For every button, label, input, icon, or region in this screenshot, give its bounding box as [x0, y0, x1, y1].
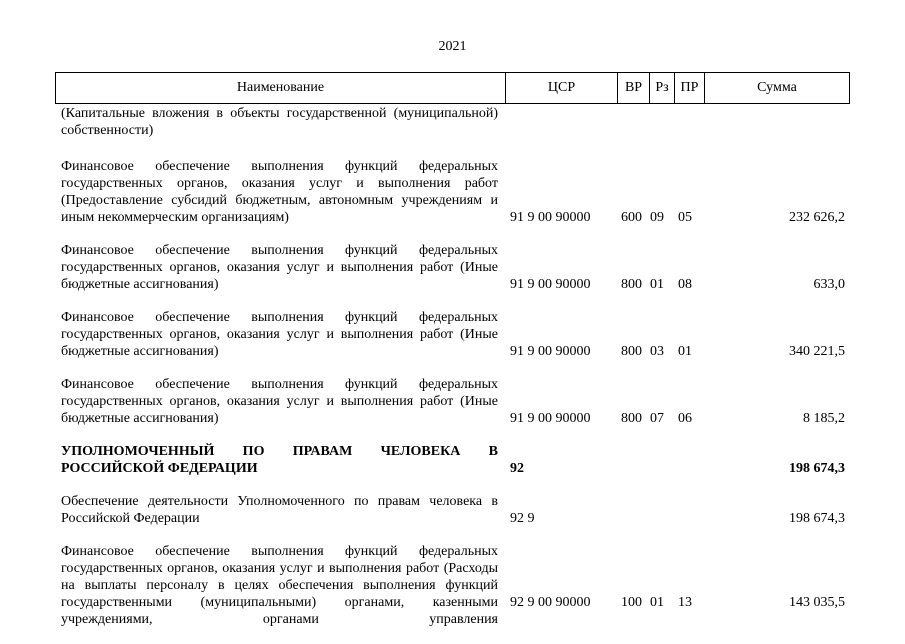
- row-name: Финансовое обеспечение выполнения функций федеральных государственных органов, оказания услуг и выполнения работ (Предоставление субсидий бюджетным, автономным учреждениям и иным некоммерческим организациям): [61, 159, 498, 225]
- row-sum: 8 185,2: [803, 411, 845, 426]
- row-pr: 05: [678, 210, 692, 225]
- header-vr: ВР: [618, 73, 650, 103]
- row-name: Финансовое обеспечение выполнения функций федеральных государственных органов, оказания услуг и выполнения работ (Иные бюджетные ассигнования): [61, 377, 498, 426]
- row-sum: 232 626,2: [789, 210, 845, 225]
- header-rz: Рз: [650, 73, 675, 103]
- table-row: [55, 158, 850, 226]
- header-csr: ЦСР: [506, 73, 618, 103]
- row-vr: 800: [621, 411, 642, 426]
- row-csr: 92: [510, 461, 524, 476]
- row-pr: 13: [678, 595, 692, 610]
- table-row: [55, 376, 850, 427]
- row-vr: 800: [621, 277, 642, 292]
- row-name: Финансовое обеспечение выполнения функций федеральных государственных органов, оказания услуг и выполнения работ (Расходы на выплаты персоналу в целях обеспечения выполнения функций государственными (муниципальными) органами, казенными учреждениями, органами управления: [61, 544, 498, 627]
- row-name: (Капитальные вложения в объекты государственной (муниципальной) собственности): [61, 106, 498, 138]
- row-csr: 92 9 00 90000: [510, 595, 591, 610]
- row-csr: 91 9 00 90000: [510, 411, 591, 426]
- table-row: [55, 543, 850, 628]
- table-body: [55, 104, 850, 644]
- row-name: Обеспечение деятельности Уполномоченного по правам человека в Российской Федерации: [61, 494, 498, 526]
- row-csr: 92 9: [510, 511, 535, 526]
- row-rz: 01: [650, 277, 664, 292]
- row-rz: 01: [650, 595, 664, 610]
- row-name: УПОЛНОМОЧЕННЫЙ ПО ПРАВАМ ЧЕЛОВЕКА В РОССИЙСКОЙ ФЕДЕРАЦИИ: [61, 444, 498, 476]
- row-csr: 91 9 00 90000: [510, 344, 591, 359]
- table-row: [55, 242, 850, 293]
- row-csr: 91 9 00 90000: [510, 210, 591, 225]
- row-csr: 91 9 00 90000: [510, 277, 591, 292]
- row-pr: 01: [678, 344, 692, 359]
- row-sum: 633,0: [813, 277, 845, 292]
- row-vr: 800: [621, 344, 642, 359]
- row-vr: 100: [621, 595, 642, 610]
- table-row: [55, 443, 850, 477]
- row-name: Финансовое обеспечение выполнения функций федеральных государственных органов, оказания услуг и выполнения работ (Иные бюджетные ассигнования): [61, 310, 498, 359]
- row-vr: 600: [621, 210, 642, 225]
- table-row: [55, 309, 850, 360]
- row-sum: 198 674,3: [789, 511, 845, 526]
- row-rz: 09: [650, 210, 664, 225]
- row-sum: 143 035,5: [789, 595, 845, 610]
- table-header: [55, 72, 850, 104]
- row-pr: 08: [678, 277, 692, 292]
- table-row: [55, 105, 850, 139]
- row-sum: 198 674,3: [789, 461, 845, 476]
- row-pr: 06: [678, 411, 692, 426]
- row-rz: 03: [650, 344, 664, 359]
- page-number: 2021: [438, 39, 467, 54]
- row-rz: 07: [650, 411, 664, 426]
- header-name: Наименование: [56, 73, 506, 103]
- row-sum: 340 221,5: [789, 344, 845, 359]
- row-name: Финансовое обеспечение выполнения функций федеральных государственных органов, оказания услуг и выполнения работ (Иные бюджетные ассигнования): [61, 243, 498, 292]
- header-sum: Сумма: [757, 80, 797, 95]
- table-row: [55, 493, 850, 527]
- header-pr: ПР: [675, 73, 705, 103]
